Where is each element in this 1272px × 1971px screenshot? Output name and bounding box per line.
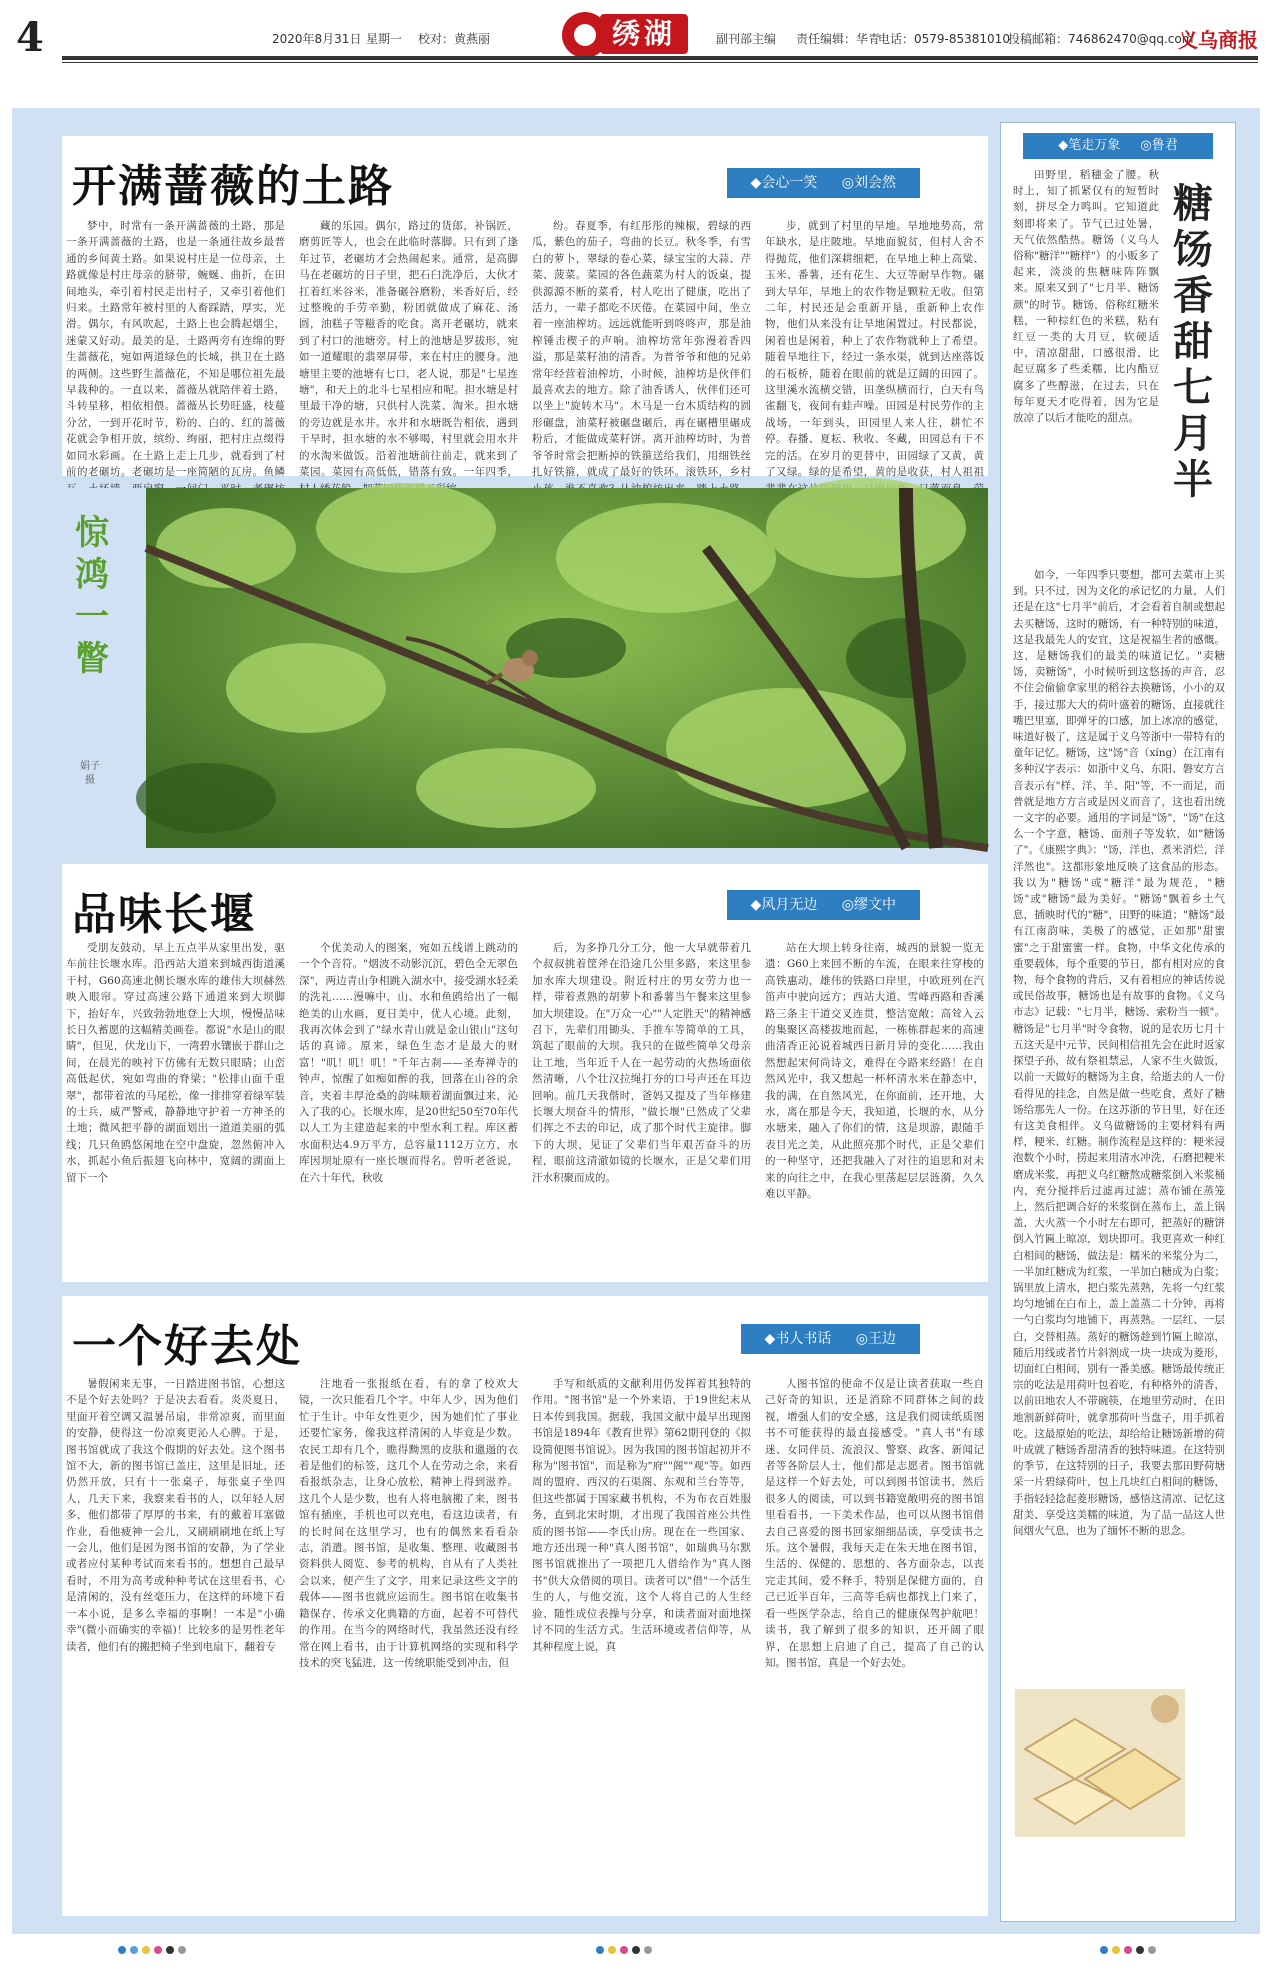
section-name: 绣湖 bbox=[600, 14, 688, 54]
sidebar-article bbox=[1000, 122, 1236, 1922]
footer-dot bbox=[166, 1946, 174, 1954]
article-1-body bbox=[62, 218, 988, 479]
footer-dot bbox=[178, 1946, 186, 1954]
photo-credit: 娟子摄 bbox=[80, 761, 100, 786]
article-3-column: 注地看一张报纸在看，有的拿了校欢大镜，一次只能看几个字。中年人少，因为他们忙于生计。中年女性更少，因为她们忙了事业还要忙家务，像我这样清闲的人毕竟是少数。农民工却有几个，瞧得黝黑的皮肤和邋遢的衣着是他们的标签，这几个人在劳动之余，来看看报纸杂志，让身心放松，精神上得到滋养。这几个人是少数，也有人将电脑搬了来，图书馆有插座，手机也可以充电，看这边读者，有的长时间在这里学习，也有的偶然来看看杂志，消遣。图书馆，是收集、整理、收藏图书资料供人阅览、参考的机构，自从有了人类社会以来，便产生了文字，用来记录这些文字的载体——图书也就应运而生。图书馆在收集书籍保存、传承文化典籍的方面，起着不可替代的作用。在当今的网络时代，我虽然还没有经常在网上看书，由于计算机网络的实现和科学技术的突飞猛进，这一传统职能受到冲击，但 bbox=[299, 1378, 518, 1669]
sidebar-author: ◎鲁君 bbox=[1140, 138, 1178, 153]
sidebar-column-name: ◆笔走万象 bbox=[1058, 138, 1121, 153]
article-2-body bbox=[62, 940, 988, 1282]
article-1-column: 梦中，时常有一条开满蔷薇的土路，那是一条开满蔷薇的土路，也是一条通往故乡最普通的乡间黄土路。如果说村庄是一位母亲，土路就像是村庄母亲的脐带，蜿蜒、曲折，在田间地头，牵引着村民走出村子，又牵引着他们归来。土路常年被村里的人畜踩踏，厚实，光滑。偶尔，有风吹起，土路上也会腾起烟尘，迷蒙又好动。最美的是，土路两旁有连绵的野生蔷薇花，宛如两道绿色的长城，拱卫在土路的两侧。这些野生蔷薇花，不知是哪位祖先最早栽种的。一直以来，蔷薇丛就陪伴着土路，斗转星移，相依相偎。蔷薇丛长势旺盛，枝蔓分岔，一到开花时节，粉的、白的、红的蔷薇花就会争相开放，缤纷、绚丽，把村庄点缀得如同水彩画。在土路上走上几步，就看到了村前的老碾坊。老碾坊是一座简陋的瓦房。鱼鳞 bbox=[66, 220, 285, 479]
article-3-column: 暑假闲来无事，一日踏进图书馆，心想这不是个好去处吗？于是决去看看。炎炎夏日，里面开着空调又温暑吊扇，非常凉爽，而里面的安静，使得这一份凉爽更沁人心脾。于是，图书馆就成了我这个假期的好去处。这个图书馆不大，新的图书馆已盖庄，这里是旧址，还仍然开放，只有十一张桌子，每张桌子坐四人，几天下来，我察来看书的人，以年轻人居多，他们都带了厚厚的书来，有的戴着耳塞做作业，看他疲神一会儿，又刷刷刷地在纸上写一会儿，他们是因为图书馆的安静，为了学业或者应付某种考试而来看书的。想想自己最早看时，不用为高考或种种考试在这里看书，心是清闲的，没有丝毫压力，在这样的环境下看一本小说，是多么幸福的事啊！一本是"小确幸"(微小而确实的幸福)！比较多的是男性老年读者，他们有的搬把椅子坐到电扇下，翻着专 bbox=[66, 1378, 285, 1653]
footer-color-bar bbox=[0, 1946, 1272, 1966]
sidebar-text-top: 田野里，稻穗金了腰。秋时上，知了抓紧仅有的短暂时刻，拼尽全力鸣叫。它知道此刻即将来了。节气已过处暑，天气依然酷热。糖饧（义乌人俗称"糖洋""糖样"）的小贩多了起来，淡淡的焦糖味阵阵飘来。原来又到了"七月半、糖饧颜"的时节。糖饧，俗称红糖米糕，一种棕红色的米糕，粘有红豆一类的大月豆，软硬适中，清凉甜甜，口感很滑，比起豆腐多了些柔糯，比内酯豆腐多了些醇滋，在过去，只在每年夏天才吃得着，因为它是放凉了以后才能吃的甜点。 bbox=[1013, 169, 1159, 425]
paper-name: 义乌商报 bbox=[1178, 28, 1258, 52]
page-body bbox=[12, 108, 1260, 1934]
footer-dot bbox=[1148, 1946, 1156, 1954]
sidebar-title: 糖饧香甜七月半 bbox=[1173, 180, 1213, 503]
footer-dot bbox=[142, 1946, 150, 1954]
footer-dot bbox=[1136, 1946, 1144, 1954]
article-3-body bbox=[62, 1376, 988, 1916]
article-2-column: 个优美动人的图案，宛如五线谱上跳动的一个个音符。"烟波不动影沉沉，碧色全无翠色深"，两边青山争相跳入湖水中，接受湖水轻柔的洗礼……漫嘛中，山、水和鱼鸥给出了一幅绝美的山水画，夏日美中，优人心境。此刻，我再次体会到了"绿水青山就是金山银山"这句话的真谛。原来，绿色生态才是最大的财富！"叽！叽！叽！"千年古刹——圣寿禅寺的钟声，惊醒了如痴如醉的我，回落在山谷的余音，夹着丰厚沧桑的韵味顺着湖面飘过来，沁入了我的心。长堰水库，是20世纪50至70年代以人工为主建造起来的中型水利工程。库区蓄水面积达4.9万平方，总容量1112万立方，水库因坝址原有一座长堰而得名。曾听老爸说，在六十年代，秋收 bbox=[299, 942, 518, 1184]
footer-dot bbox=[154, 1946, 162, 1954]
article-3 bbox=[62, 1296, 988, 1916]
article-2-column: 后，为多挣几分工分，他一大早就带着几个叔叔挑着筐斧在沿途几公里多路，来这里参加水库大坝建设。附近村庄的男女劳力也一样，带着煮熟的胡萝卜和番薯当午餐来这里参加大坝建设。在"万众一心""人定胜天"的精神感召下，先辈们用锄头、手推车等简单的工具，筑起了眼前的大坝。我只的在做些简单父母亲让工地，当年近千人在一起劳动的火热场面依然清晰，八个壮汉拉绳打夯的口号声还在耳边回响。前几天我偕时，爸妈又提及了当年修建长堰大坝奋斗的情形，"做长堰"已然成了父辈们挥之不去的印记，成了那个时代主旋律。脚下的大坝，见证了父辈们当年艰苦奋斗的历程，眼前这清澈如镜的长堰水，正是父辈们用汗水积聚而成的。 bbox=[532, 942, 751, 1184]
photo-title: 惊鸿一瞥 bbox=[75, 513, 109, 679]
footer-dot bbox=[1112, 1946, 1120, 1954]
article-1-author: ◎刘会然 bbox=[841, 175, 896, 191]
sidebar-text-main: 如今，一年四季只要想，都可去菜市上买到。只不过，因为文化的承记忆的力量，人们还是在这"七月半"前后，才会看着自制或想起去买糖饧，这时的糖饧，有一种特别的味道，这是我最先人的安宜，这是祝福生者的感慨。这，是糖饧我们的最美的味道记忆。"卖糖饧，卖糖饧"，小时候听到这悠扬的声音，忍不住会偷偷拿家里的稻谷去换糖饧，小小的双手，接过那大大的荷叶盛着的糖饧，直接就往嘴巴里塞，即弹牙的口感，加上冰凉的感觉，味道好极了，这是属于义乌等浙中一带特有的童年记忆。糖饧，这"饧"音（xíng）在江南有多种汉字表示：如浙中义乌、东阳、磐安方言音表示有"样、洋、羊、阳"等，不一而足，而普就是地方方言或是因义而音了，这也看出统一文字的必要。通用的字词是"饧"，"饧"在这么一个字意，糖饧、面剂子等发软，如"糖饧了"。《康熙字典》："饧，洋也，煮米消烂，洋洋然也"。这都形象地反映了这食品的形态。我以为"糖饧"或"糖洋"最为规范，"糖饧"或"糖饧"最为美好。"糖饧"飘着乡土气息，插映时代的"糖"，田野的味道；"糖饧"最有江南韵味，美极了的感觉，正如那"甜蜜蜜"之于甜蜜蜜一样。食物，中华文化传承的重要载体，每个重要的节日，都有相对应的食物，每个食物的背后，又有着相应的神话传说或民俗故事，糖饧也是有故事的食物。《义乌市志》记载："七月半，糖饧、索粉当一顿"。糖饧是"七月半"时令食物，说的是农历七月十五这天是中元节，民间相信祖先会在此时返家探望子孙，故有祭祖禁忌，人家不生火做饭，以前一天做好的糖饧为主食，给逝去的人一份看得见的挂念，自然是做一些吃食，煮好了糖饧给那先人一份。在这苏浙的节日里，好在还有这美食相伴。义乌做糖饧的主要材料有两样，粳米、红糖。制作流程是这样的：粳米浸泡数个小时，捞起来用清水冲洗，石磨把粳米磨成米浆，再把义乌红糖熬成糖浆倒入米浆桶内，充分搅拌后过滤再过滤；蒸布铺在蒸笼上，然后把调合好的米浆倒在蒸布上，盖上锅盖，大火蒸一个小时左右即可，把蒸好的糖饼倒入竹匾上晾凉，划块即可。我更喜欢一种红白相间的糖饧，做法是：糯米的米浆分为二，一半加红糖成为红浆，一半加白糖成为白浆；锅里放上清水，把白浆先蒸熟，先将一勺红浆均匀地铺在白布上，盖上盖蒸二十分钟，再将一勺白浆均匀地铺下，再蒸熟。一层红、一层白，交替相蒸。蒸好的糖饧趁到竹匾上晾凉，随后用线或者竹片斜割成一块一块成为菱形，切面红白相间，别有一番美感。糖饧最传统正宗的吃法是用荷叶包着吃，有种格外的清香，以前田地农人不带碗筷，在地里劳动时，在田地割新鲜荷叶，就拿那荷叶当盘子，用手抓着吃。这最原始的吃法，却给给让糖饧新增的荷叶成就了糖饧香甜清香的独特味道。在这特别的季节，在这特别的日子，我要去那田野荷塘采一片碧绿荷叶，包上几块红白相间的糖饧，手指轻轻捻起菱形糖饧，感悟这清凉、记忆这甜美、享受这美糯的味道，为了品一品这人世间烟火气息，也为了缅怀不断的思念。 bbox=[1013, 569, 1225, 1537]
footer-dot bbox=[1124, 1946, 1132, 1954]
phone: 电话：0579-85381010 bbox=[878, 32, 1010, 46]
article-3-column: 人图书馆的使命不仅是让读者获取一些自己好奇的知识，还是消除不同群体之间的歧视，增强人们的安全感，这是我们阅读纸质图书不可能获得的最直接感受。"真人书"有球迷、女同伴员、流浪汉、警察、政客、新闻记者等各阶层人士，他们都是志愿者。图书馆就是这样一个好去处，可以到图书馆读书，然后很多人的阅读，可以到书籍宽敞明亮的图书馆里看看书，一下美术作品，也可以从图书馆借去自己喜爱的图书回家细细品读，享受读书之乐。这个暑假，我每天走在朱天地在图书馆，生活的、保健的、思想的、各方面杂志，以丧完走其间，爱不释手，特别是保健方面的，自己已近半百年，三高等毛病也都找上门来了，看一些医学杂志，给自己的健康保驾护航吧！读书，我了解到了很多的知识，还开阔了眼界，在思想上启迪了自己，提高了自己的认知。图书馆，真是一个好去处。 bbox=[765, 1378, 984, 1669]
article-1-column-name: ◆会心一笑 bbox=[750, 175, 818, 191]
footer-dot bbox=[596, 1946, 604, 1954]
responsible-editor: 责任编辑：华青 bbox=[796, 32, 881, 46]
article-3-author: ◎王边 bbox=[855, 1331, 896, 1347]
footer-dot bbox=[620, 1946, 628, 1954]
section-logo bbox=[562, 10, 702, 60]
sugar-cake-photo bbox=[1015, 1689, 1185, 1837]
article-3-byline bbox=[741, 1324, 920, 1354]
article-2-byline bbox=[727, 890, 920, 920]
article-2-title: 品味长堰 bbox=[72, 889, 256, 940]
page-number: 4 bbox=[16, 14, 44, 61]
sugar-cake-illustration bbox=[1015, 1689, 1185, 1837]
footer-dot bbox=[1100, 1946, 1108, 1954]
deputy-editor: 副刊部主编 bbox=[716, 32, 777, 46]
article-1-byline bbox=[727, 168, 920, 198]
footer-dot bbox=[644, 1946, 652, 1954]
issue-weekday: 星期一 bbox=[366, 32, 403, 46]
article-1-column: 纷。春夏季，有红彤彤的辣椒，碧绿的西瓜，紫色的茄子，弯曲的长豆。秋冬季，有雪白的萝卜，翠绿的卷心菜，绿宝宝的大蒜、芹菜、菠菜。菜园的各色蔬菜为村人的饭桌，提供源源不断的菜肴，村人吃出了健康，吃出了活力，一辈子都吃不厌倦。在菜园中间，坐立着一座油榨坊。远远就能听到咚咚声，那是油榨锤击楔子的声响。油榨坊常年弥漫着香四溢，那是菜籽油的清香。为普爷爷和他的兄弟常年经营着油榨坊，小时候，油榨坊是伙伴们最喜欢去的地方。除了油香诱人，伙伴们还可以坐上"旋转木马"。木马是一台木质结构的圆形碾盘，油菜籽被碾盘碾后，再在碾槽里碾成粉后，才能做成菜籽饼。离开油榨坊时，为普爷爷时常会把断掉的铁箍送给我们，用细铁丝扎好铁箍，就成了最好的铁环。滚铁环，乡村 bbox=[532, 220, 751, 479]
article-2-column: 受朋友鼓动，早上五点半从家里出发，驱车前往长堰水库。沿西站大道来到城西街道溪干村，G60高速北侧长堰水库的雄伟大坝赫然映入眼帘。穿过高速公路下通道来到大坝脚下，抬好车，兴致勃勃地登上大坝，慢慢品味长日久蓄愿的这幅精美画卷。都说"水是山的眼睛"，但见，伏龙山下，一湾碧水镶嵌于群山之间，在晨光的映衬下仿佛有无数只眼睛；山峦高低起伏，宛如弯曲的脊梁；"松排山面千重翠"，都带着浓的马尾松，像一排排穿着绿军装的士兵，威严警戒，静静地守护着一方神圣的土地；微风把平静的湖面划出一道道美丽的弧线；几只鱼鸥悠闲地在空中盘旋，忽然俯冲入水，抓起小鱼后振翅飞向林中，宽阔的湖面上留下一个 bbox=[66, 942, 285, 1184]
issue-date: 2020年8月31日 bbox=[272, 32, 362, 46]
footer-dot bbox=[608, 1946, 616, 1954]
article-2-author: ◎缪文中 bbox=[841, 897, 896, 913]
article-2 bbox=[62, 864, 988, 1282]
article-3-title: 一个好去处 bbox=[72, 1321, 302, 1372]
masthead-rule-thin bbox=[62, 62, 1258, 63]
bird-on-branch-illustration bbox=[146, 488, 988, 848]
bird-on-branch-photo bbox=[146, 488, 988, 848]
article-3-column: 手写和纸质的文献利用仍发挥着其独特的作用。"图书馆"是一个外来语，于19世纪末从日本传到我国。据载，我国文献中最早出现图书馆是1894年《教育世界》第62期刊登的《拟设简便图书馆说》。因为我国的图书馆起初并不称为"图书馆"，而是称为"府""阁""观"等。如西周的盟府、西汉的石渠阁、东观和兰台等等，但这些都属于国家藏书机构，不为布衣百姓服务，直到北宋时期，才出现了我国首座公共性质的图书馆——李氏山房。现在在一些国家、地方还出现一种"真人图书馆"，如瑞典马尔默图书馆就推出了一项把几人借给作为"真人图书"供大众借阅的项目。读者可以"借"一个活生生的人，与他交流，这个人将自己的人生经验、随性成位表操与分享，和读者面对面地探讨不同的生活方式。生活环境或者信仰等，从其种程度上说，真 bbox=[532, 1378, 751, 1653]
footer-dot bbox=[130, 1946, 138, 1954]
article-1-title: 开满蔷薇的土路 bbox=[72, 161, 394, 212]
article-1-column: 步，就到了村里的旱地。旱地地势高，常年缺水，是庄陂地。旱地面貌贫，但村人舍不得抛荒，他们深耕细耙，在旱地上种上高粱、玉米、番薯，还有花生、大豆等耐旱作物。碾到大旱年，旱地上的农作物是颗粒无收。但第二年，村民还是会重新开垦，重新种上农作物，他们从来没有让旱地闲置过。村民都说，闲着也是闲着，种上了农作物就种上了希望。随着旱地往下，经过一条水渠，就到达座落饭的石板桥，随着在眼前的就是辽阔的田园了。这里溪水流横交错，田垄纵横而行，白天有鸟雀翻飞，夜间有蛙声噪。田园是村民劳作的主战场，一年到头，田园里人来人往，耕忙不停。春播、夏耘、秋收、冬藏，田园总有干不完的活。在岁月的更替中，田园绿了又黄，黄了又绿。绿的是希望，黄的是收获，村人祖祖 bbox=[765, 220, 984, 479]
masthead bbox=[0, 0, 1272, 86]
article-2-column-name: ◆风月无边 bbox=[750, 897, 818, 913]
photo-feature bbox=[62, 488, 988, 848]
article-1-column: 藏的乐园。偶尔，路过的货郎，补锅匠，磨剪匠等人，也会在此临时落脚。只有到了逢年过节，老碾坊才会热闹起来。通常，是高脚马在老碾坊的日子里，把石臼洗净后，大伙才扛着红米谷米，准备碾谷磨粉，米香好后，经过整晚的手劳辛勤，粉团就做成了麻花、汤圆，油糕子等糍香的吃食。离开老碾坊，就来到了村口的池塘旁。村上的池塘是罗拔形，宛如一道耀眼的翡翠屏带，来在村庄的腰身。池塘里主要的池塘有七口，老人说，那是"七星连塘"，和天上的北斗七星相应和呢。担水塘是村里最干净的塘，只供村人洗菜、淘米。担水塘的旁边就是水井。水井和水塘既告相依，遇到干旱时，担水塘的水不够喝，村里就会用水井的水淘米做饭。沿着池塘前往前走，就来到了菜园。菜园有高低低，错落有致。一年四季， bbox=[299, 220, 518, 479]
footer-dot bbox=[632, 1946, 640, 1954]
article-1 bbox=[62, 136, 988, 479]
article-2-column: 站在大坝上转身往南，城西的景貌一览无遗：G60上来回不断的车流，在眼来往穿梭的高铁惠动，雄伟的铁路口岸里，中欧班列在汽笛声中驶向远方；西站大道、雪峰西路和香溪路三条主干道交叉连贯，整洁宽敞；高耸入云的集聚区高楼拔地而起，一栋栋群起来的高速曲清香正沁说着城西日新月异的变化……我由然想起宋何尚诗文，难得在今路来经路！在自然风光中，我又想起一杯杯清水米在静态中，我的满，在自然风光，在你面前，还开地，大水，离在那是今天，我知道，长堰的水，从分水塘来，融入了你们的情，这是坝游，跟随手表目光之美，从此照亮那个时代，正是父辈们的一种坚守，还把我融入了对往的追思和对未来的向往之中，在我心里荡起层层涟漪，久久难以平静。 bbox=[765, 942, 984, 1201]
sidebar-byline bbox=[1023, 133, 1213, 159]
proofreader: 校对：黄燕丽 bbox=[418, 32, 491, 46]
masthead-rule bbox=[62, 56, 1258, 60]
article-3-column-name: ◆书人书话 bbox=[764, 1331, 832, 1347]
footer-dot bbox=[118, 1946, 126, 1954]
submission-email: 投稿邮箱：746862470@qq.com bbox=[1008, 32, 1194, 46]
